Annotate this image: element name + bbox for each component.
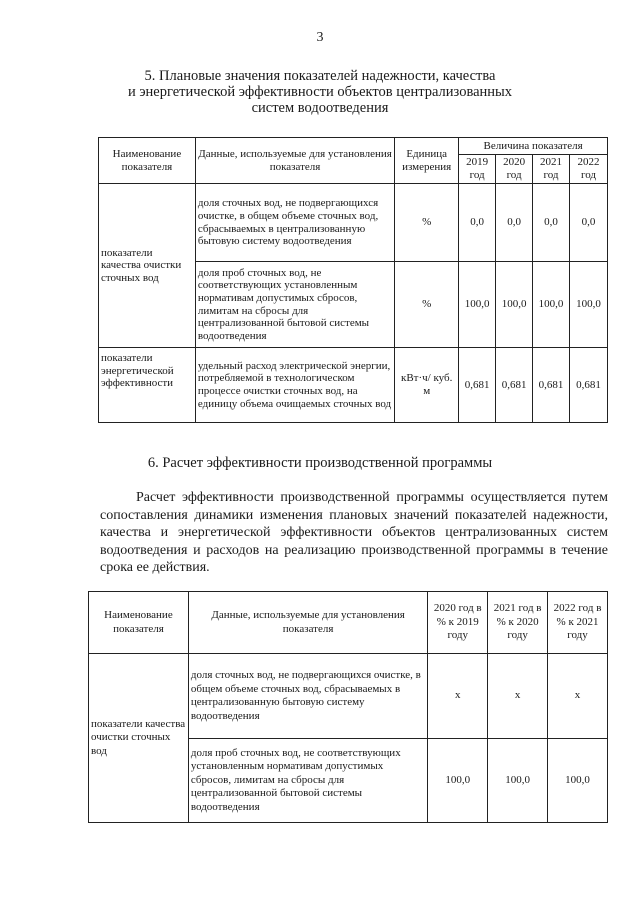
- header-period: 2021 год в % к 2020 году: [488, 592, 548, 654]
- row-data: доля сточных вод, не подвергающихся очистке, в общем объеме сточных вод, сбрасываемых в централизованную бытовую систему водоотведения: [195, 184, 394, 262]
- row-value: 100,0: [488, 739, 548, 823]
- row-value: 100,0: [570, 262, 608, 348]
- header-year: 2020 год: [496, 155, 533, 184]
- header-period: 2022 год в % к 2021 году: [548, 592, 608, 654]
- row-unit: %: [395, 262, 459, 348]
- header-period: 2020 год в % к 2019 году: [428, 592, 488, 654]
- header-name: Наименование показателя: [89, 592, 189, 654]
- table-row: [89, 654, 608, 739]
- row-value: 0,681: [533, 348, 570, 423]
- row-data: доля проб сточных вод, не соответствующих установленным нормативам допустимых сбросов, лимитам на сбросы для централизованной бытовой системы водоотведения: [195, 262, 394, 348]
- row-unit: кВт·ч/ куб. м: [395, 348, 459, 423]
- header-data: Данные, используемые для установления показателя: [188, 592, 427, 654]
- row-value: 0,681: [496, 348, 533, 423]
- row-data: доля проб сточных вод, не соответствующих установленным нормативам допустимых сбросов, лимитам на сбросы для централизованной бытовой системы водоотведения: [188, 739, 427, 823]
- section-5-title-line-3: систем водоотведения: [251, 100, 389, 116]
- indicators-table: [98, 137, 608, 423]
- row-value: х: [428, 654, 488, 739]
- section-5-title-line-1: 5. Плановые значения показателей надежности, качества: [144, 68, 496, 84]
- header-value: Величина показателя: [459, 138, 608, 155]
- row-value: х: [488, 654, 548, 739]
- row-value: 0,681: [459, 348, 496, 423]
- row-data: удельный расход электрической энергии, потребляемой в технологическом процессе очистки сточных вод, на единицу объема очищаемых сточных вод: [195, 348, 394, 423]
- row-value: 0,0: [459, 184, 496, 262]
- section-5-title: [0, 68, 640, 116]
- row-value: 100,0: [428, 739, 488, 823]
- header-unit: Единица измерения: [395, 138, 459, 184]
- table-row: [99, 184, 608, 262]
- table-row: [99, 348, 608, 423]
- section-6-title: 6. Расчет эффективности производственной программы: [147, 455, 493, 471]
- header-name: Наименование показателя: [99, 138, 196, 184]
- header-year: 2021 год: [533, 155, 570, 184]
- section-5-title-line-2: и энергетической эффективности объектов централизованных: [127, 84, 513, 100]
- row-value: 100,0: [533, 262, 570, 348]
- group-energy-name: показатели энергетической эффективности: [99, 348, 196, 423]
- row-value: 0,0: [496, 184, 533, 262]
- header-year: 2019 год: [459, 155, 496, 184]
- row-value: 0,0: [570, 184, 608, 262]
- row-value: 100,0: [459, 262, 496, 348]
- group-quality-name: показатели качества очистки сточных вод: [99, 184, 196, 348]
- row-data: доля сточных вод, не подвергающихся очистке, в общем объеме сточных вод, сбрасываемых в централизованную бытовую систему водоотведения: [188, 654, 427, 739]
- section-6-paragraph: Расчет эффективности производственной программы осуществляется путем сопоставления динамики изменения плановых значений показателей надежности, качества и энергетической эффективности объектов централизованных систем водоотведения и расходов на реализацию производственной программы в течение срока ее действия.: [100, 490, 608, 575]
- row-value: х: [548, 654, 608, 739]
- row-unit: %: [395, 184, 459, 262]
- row-value: 100,0: [548, 739, 608, 823]
- row-value: 0,0: [533, 184, 570, 262]
- header-year: 2022 год: [570, 155, 608, 184]
- header-data: Данные, используемые для установления показателя: [195, 138, 394, 184]
- row-value: 0,681: [570, 348, 608, 423]
- group-quality-name: показатели качества очистки сточных вод: [89, 654, 189, 823]
- row-value: 100,0: [496, 262, 533, 348]
- page-number: 3: [316, 30, 324, 45]
- efficiency-table: [88, 591, 608, 823]
